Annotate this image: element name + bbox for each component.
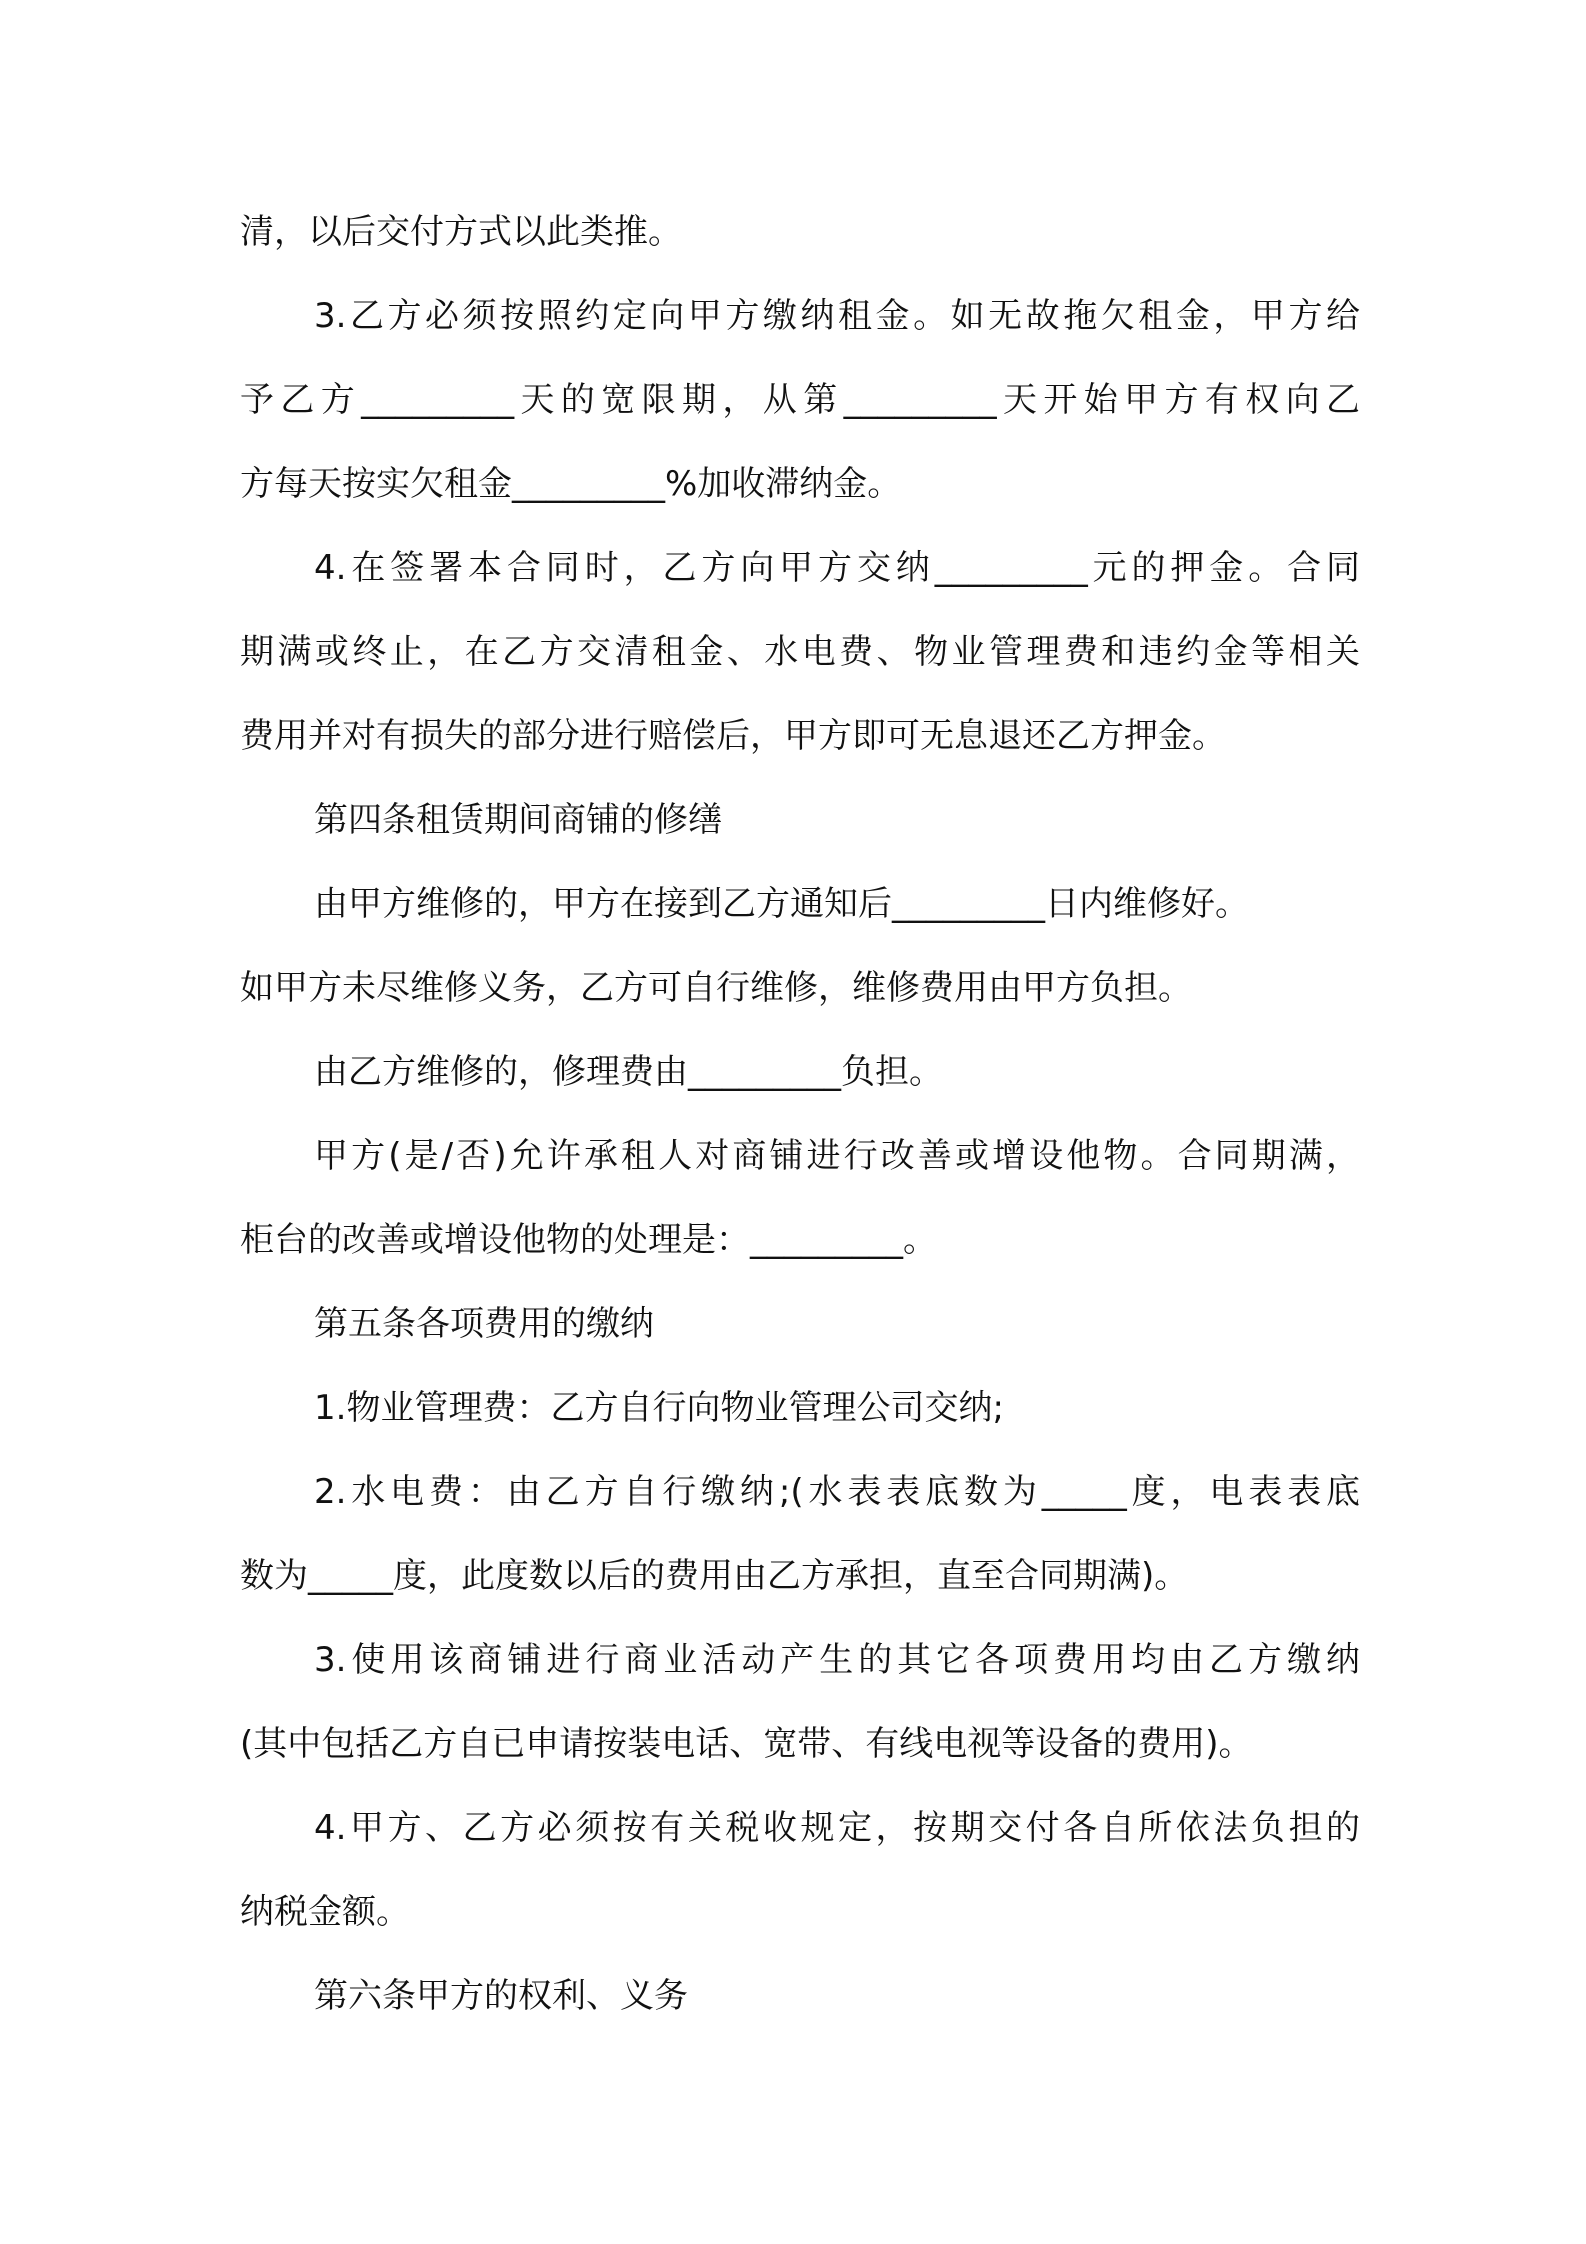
text-line: 甲方(是/否)允许承租人对商铺进行改善或增设他物。合同期满， — [314, 1136, 1360, 1176]
document-page — [240, 190, 1360, 2038]
text-line: 方每天按实欠租金_________%加收滞纳金。 — [240, 464, 902, 504]
text-line: 4.甲方、乙方必须按有关税收规定，按期交付各自所依法负担的 — [314, 1808, 1360, 1848]
text-line: 纳税金额。 — [240, 1892, 410, 1932]
text-line: (其中包括乙方自已申请按装电话、宽带、有线电视等设备的费用)。 — [240, 1724, 1253, 1764]
text-line: 数为_____度，此度数以后的费用由乙方承担，直至合同期满)。 — [240, 1556, 1189, 1596]
text-line: 1.物业管理费：乙方自行向物业管理公司交纳; — [314, 1388, 1004, 1428]
text-line: 予乙方_________天的宽限期，从第_________天开始甲方有权向乙 — [240, 380, 1360, 420]
text-line: 由乙方维修的，修理费由_________负担。 — [314, 1052, 943, 1092]
text-line: 3.使用该商铺进行商业活动产生的其它各项费用均由乙方缴纳 — [314, 1640, 1360, 1680]
text-line: 清，以后交付方式以此类推。 — [240, 212, 682, 252]
text-line: 2.水电费：由乙方自行缴纳;(水表表底数为_____度，电表表底 — [314, 1472, 1360, 1512]
text-line: 3.乙方必须按照约定向甲方缴纳租金。如无故拖欠租金，甲方给 — [314, 296, 1360, 336]
text-line: 由甲方维修的，甲方在接到乙方通知后_________日内维修好。 — [314, 884, 1249, 924]
text-line: 柜台的改善或增设他物的处理是：_________。 — [240, 1220, 937, 1260]
section-heading: 第四条租赁期间商铺的修缮 — [314, 800, 722, 840]
section-heading: 第五条各项费用的缴纳 — [314, 1304, 654, 1344]
text-line: 期满或终止，在乙方交清租金、水电费、物业管理费和违约金等相关 — [240, 632, 1360, 672]
text-line: 4.在签署本合同时，乙方向甲方交纳_________元的押金。合同 — [314, 548, 1360, 588]
text-line: 费用并对有损失的部分进行赔偿后，甲方即可无息退还乙方押金。 — [240, 716, 1226, 756]
text-line: 如甲方未尽维修义务，乙方可自行维修，维修费用由甲方负担。 — [240, 968, 1192, 1008]
section-heading: 第六条甲方的权利、义务 — [314, 1976, 688, 2016]
